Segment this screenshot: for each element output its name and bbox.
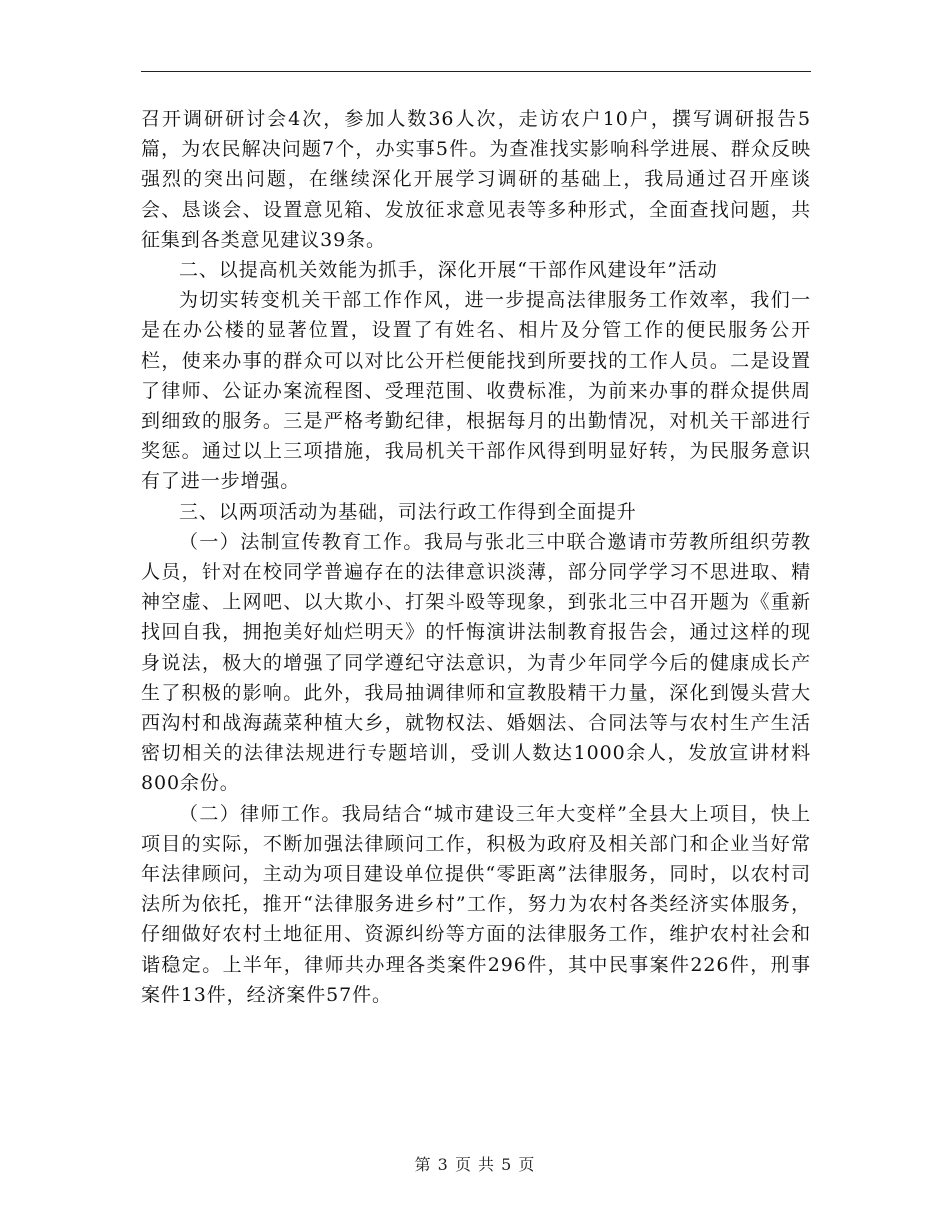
document-body <box>141 104 811 1010</box>
section-heading-two: 二、以提高机关效能为抓手，深化开展“干部作风建设年”活动 <box>179 259 718 282</box>
paragraph-legal-education: （一）法制宣传教育工作。我局与张北三中联合邀请市劳教所组织劳教人员，针对在校同学普遍存在的法律意识淡薄，部分同学学习不思进取、精神空虚、上网吧、以大欺小、打架斗殴等现象，到张北三中召开题为《重新找回自我，拥抱美好灿烂明天》的忏悔演讲法制教育报告会，通过这样的现身说法，极大的增强了同学遵纪守法意识，为青少年同学今后的健康成长产生了积极的影响。此外，我局抽调律师和宣教股精干力量，深化到馒头营大西沟村和战海蔬菜种植大乡，就物权法、婚姻法、合同法等与农村生产生活密切相关的法律法规进行专题培训，受训人数达1000余人，发放宣讲材料800余份。 <box>141 530 811 795</box>
paragraph-lawyer-work: （二）律师工作。我局结合“城市建设三年大变样”全县大上项目，快上项目的实际，不断加强法律顾问工作，积极为政府及相关部门和企业当好常年法律顾问，主动为项目建设单位提供“零距离”法律服务，同时，以农村司法所为依托，推开“法律服务进乡村”工作，努力为农村各类经济实体服务，仔细做好农村土地征用、资源纠纷等方面的法律服务工作，维护农村社会和谐稳定。上半年，律师共办理各类案件296件，其中民事案件226件，刑事案件13件，经济案件57件。 <box>141 802 811 1006</box>
page-footer: 第 3 页 共 5 页 <box>414 1155 536 1174</box>
header-rule <box>141 71 811 72</box>
paragraph-work-style: 为切实转变机关干部工作作风，进一步提高法律服务工作效率，我们一是在办公楼的显著位置，设置了有姓名、相片及分管工作的便民服务公开栏，使来办事的群众可以对比公开栏便能找到所要找的工作人员。二是设置了律师、公证办案流程图、受理范围、收费标准，为前来办事的群众提供周到细致的服务。三是严格考勤纪律，根据每月的出勤情况，对机关干部进行奖惩。通过以上三项措施，我局机关干部作风得到明显好转，为民服务意识有了进一步增强。 <box>141 289 811 493</box>
section-heading-three: 三、以两项活动为基础，司法行政工作得到全面提升 <box>179 500 637 523</box>
paragraph-research-summary: 召开调研研讨会4次，参加人数36人次，走访农户10户，撰写调研报告5篇，为农民解决问题7个，办实事5件。为查准找实影响科学进展、群众反映强烈的突出问题，在继续深化开展学习调研的基础上，我局通过召开座谈会、恳谈会、设置意见箱、发放征求意见表等多种形式，全面查找问题，共征集到各类意见建议39条。 <box>141 108 811 251</box>
